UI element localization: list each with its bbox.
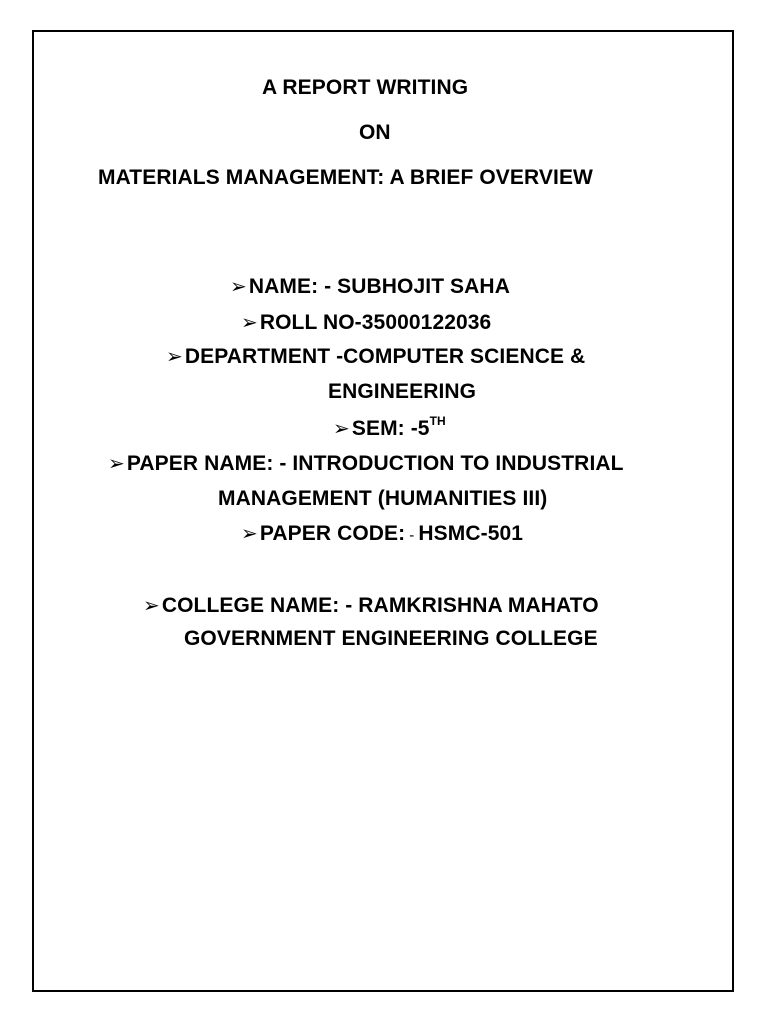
- arrow-bullet-icon: ➢: [143, 595, 160, 617]
- department-item: [166, 346, 585, 367]
- arrow-bullet-icon: ➢: [241, 523, 258, 545]
- paper-name-text: PAPER NAME: - INTRODUCTION TO INDUSTRIAL: [126, 452, 624, 475]
- name-text: NAME: - SUBHOJIT SAHA: [248, 275, 510, 298]
- roll-item: [241, 312, 491, 333]
- paper-code-dash: -: [409, 527, 415, 544]
- roll-text: ROLL NO-35000122036: [259, 311, 492, 334]
- arrow-bullet-icon: ➢: [230, 276, 247, 298]
- sem-text: SEM: -5: [351, 417, 430, 440]
- paper-code-item: [241, 523, 523, 544]
- report-title: A REPORT WRITING: [262, 76, 469, 99]
- paper-code-value: HSMC-501: [418, 522, 524, 545]
- arrow-bullet-icon: ➢: [241, 312, 258, 334]
- report-subject: MATERIALS MANAGEMENT: A BRIEF OVERVIEW: [98, 166, 593, 189]
- report-title-on: ON: [359, 121, 391, 144]
- paper-name-continuation: MANAGEMENT (HUMANITIES III): [218, 487, 548, 510]
- sem-item: [333, 414, 446, 440]
- college-item: [143, 595, 599, 616]
- arrow-bullet-icon: ➢: [333, 418, 350, 440]
- college-text: COLLEGE NAME: - RAMKRISHNA MAHATO: [161, 594, 599, 617]
- sem-superscript: TH: [429, 414, 446, 428]
- arrow-bullet-icon: ➢: [108, 453, 125, 475]
- department-text: DEPARTMENT -COMPUTER SCIENCE &: [184, 345, 586, 368]
- name-item: [230, 276, 510, 297]
- department-continuation: ENGINEERING: [328, 380, 477, 403]
- arrow-bullet-icon: ➢: [166, 346, 183, 368]
- paper-name-item: [108, 453, 624, 474]
- paper-code-label: PAPER CODE:: [259, 522, 406, 545]
- college-continuation: GOVERNMENT ENGINEERING COLLEGE: [184, 627, 598, 650]
